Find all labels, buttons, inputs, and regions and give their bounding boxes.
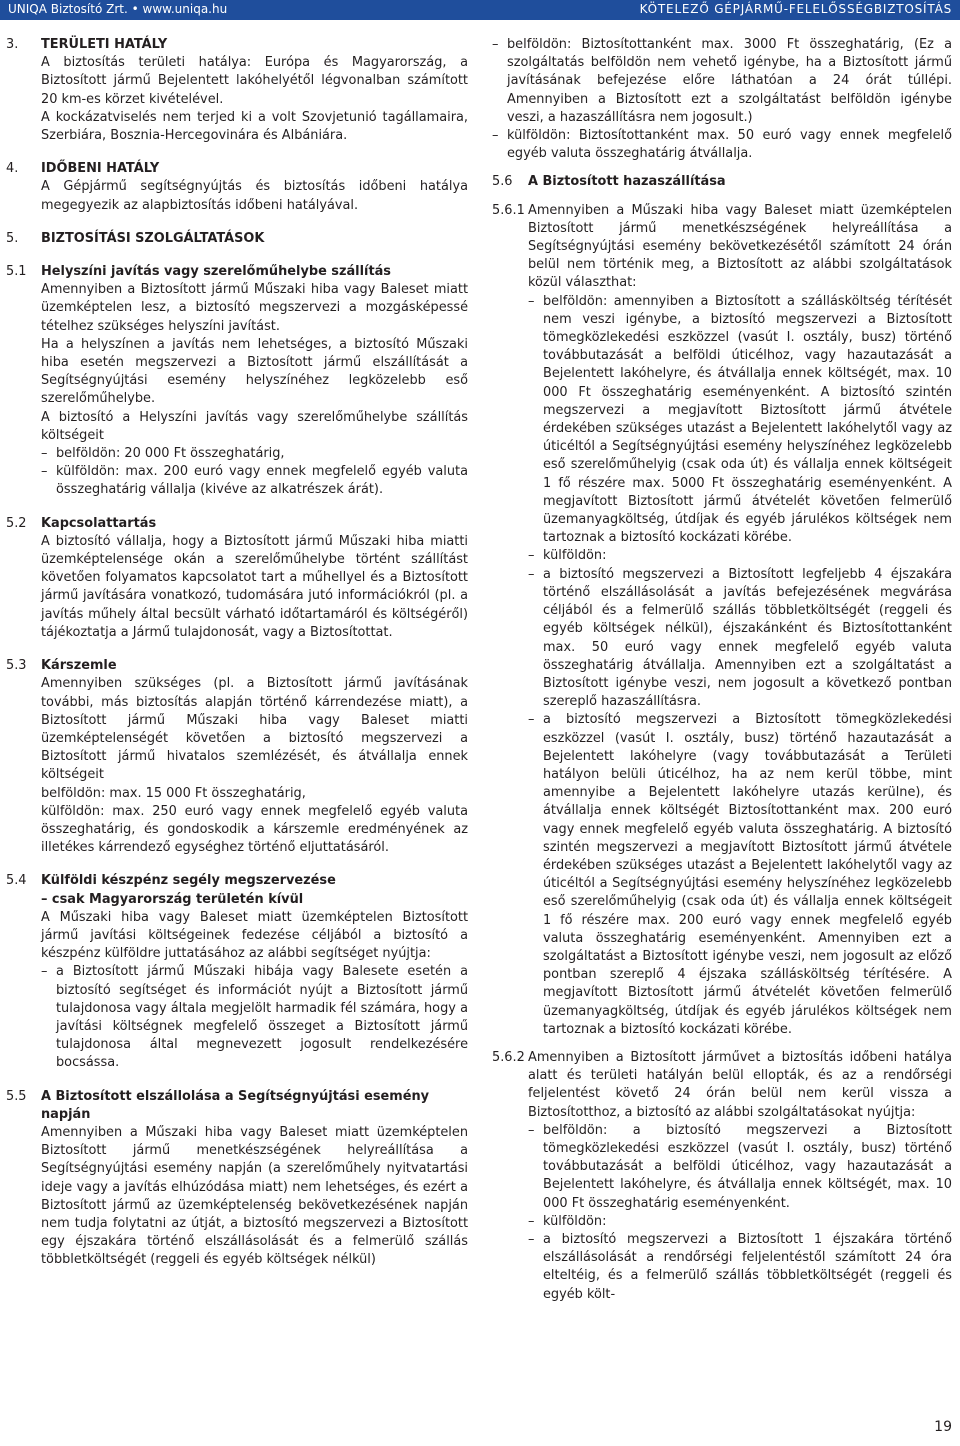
section-number: 4. [6, 161, 19, 177]
section-title: A Biztosított elszállolása a Segítségnyújtási esemény napján [41, 1088, 430, 1122]
section-number: 5.2 [6, 515, 27, 531]
paragraph: A Műszaki hiba vagy Baleset miatt üzemképtelen Biztosított jármű javítási költségeinek fedezése céljából a biztosító a készpénz külföldre juttatásához az alábbi segítséget nyújtja: [41, 909, 468, 962]
header-document-title: KÖTELEZŐ GÉPJÁRMŰ-FELELŐSSÉGBIZTOSÍTÁS [639, 2, 952, 16]
section-5-6-2 [492, 1049, 952, 1304]
section-3 [6, 36, 468, 145]
header-publisher: UNIQA Biztosító Zrt. • www.uniqa.hu [8, 2, 228, 16]
list-item: – külföldön: Biztosítottanként max. 50 euró vagy ennek megfelelő egyéb valuta összeghatárig átvállalja. [492, 127, 952, 163]
list-item: – külföldön: [528, 1213, 952, 1231]
section-number: 5.3 [6, 658, 27, 674]
list-item: – belföldön: 20 000 Ft összeghatárig, [41, 445, 468, 463]
section-title: Kárszemle [41, 658, 117, 674]
list-item: – belföldön: Biztosítottanként max. 3000 Ft összeghatárig, (Ez a szolgáltatás belföldön nem vehető igénybe, ha a Biztosított jármű javításának befejezése előre láthatóan a 24 órát túllépi. Amennyiben a Biztosított ezt a szolgáltatást belföldön igénybe veszi, a hazaszállításra nem jogosult.) [492, 36, 952, 127]
section-title: IDŐBENI HATÁLY [41, 161, 160, 177]
list-item: – a biztosító megszervezi a Biztosított 1 éjszakára történő elszállásolását a rendőrségi feljelentéstől számított 24 óra elteltéig, és a felmerülő szállás többletköltségét (reggeli és egyéb költ- [528, 1231, 952, 1304]
section-number: 5.5 [6, 1088, 27, 1104]
section-number: 3. [6, 37, 19, 52]
paragraph: Amennyiben a Műszaki hiba vagy Baleset miatt üzemképtelen Biztosított jármű menetkészségének helyreállítása a Segítségnyújtási esemény bekövetkezésétől számított 24 órán belül nem történik meg, a Biztosított az alábbi szolgáltatások közül választhat: [528, 202, 952, 291]
section-title: Helyszíni javítás vagy szerelőműhelybe szállítás [41, 264, 391, 280]
left-column [6, 36, 468, 1270]
section-5-6 [492, 173, 952, 191]
paragraph: A kockázatviselés nem terjed ki a volt Szovjetunió tagállamaira, Szerbiára, Bosznia-Hercegovinára és Albániára. [41, 109, 468, 144]
paragraph: A biztosító vállalja, hogy a Biztosított jármű Műszaki hiba miatti üzemképtelensége okán a szerelőműhelybe történt szállítást követően folyamatos kapcsolatot tart a műhellyel és a Biztosított jármű javítására vonatkozó, tudomására jutó információkról (pl. a javítás műhely által becsült várható időtartamáról és költségéről) tájékoztatja a Jármű tulajdonosát, vagy a Biztosítottat. [41, 533, 468, 640]
list-item: – a biztosító megszervezi a Biztosított legfeljebb 4 éjszakára történő elszállásolását a javítás befejezésének megvárása céljából és a felmerülő szállás többletköltségét (reggeli és egyéb költségek nélkül), éjszakánként és Biztosítottanként max. 50 euró vagy ennek megfelelő egyéb valuta összeghatárig átvállalja. Amennyiben ezt a szolgáltatást a Biztosított igénybe veszi, nem jogosult a következő pontban szereplő hazaszállításra. [528, 566, 952, 712]
section-title: Külföldi készpénz segély megszervezése [41, 873, 336, 889]
section-number: 5.1 [6, 264, 27, 280]
list-item: – belföldön: amennyiben a Biztosított a szállásköltség térítését nem veszi igénybe, a biztosító megszervezi a Biztosított tömegközlekedési eszközzel (vasút I. osztály, busz) történő továbbutazását a belföldi úticélhoz, vagy hazautazását a Bejelentett lakóhelyre, és átvállalja ennek költségét, max. 10 000 Ft összeghatárig eseményenként. A biztosító szintén megszervezi a megjavított Biztosított jármű átvétele érdekében szükséges utazást a Bejelentett lakóhelytől vagy az úticéltól a Segítségnyújtási esemény helyszínéhez legközelebb eső szerelőműhelyig (csak oda út) és vállalja ennek költségeit 1 fő részére max. 5000 Ft összeghatárig eseményenként. A megjavított Biztosított jármű átvételét követően felmerülő üzemanyagköltség, útdíjak és egyéb járulékos költségek nem tartoznak a biztosító kockázati körébe. [528, 293, 952, 548]
section-5-1 [6, 263, 468, 500]
list-item: – külföldön: [528, 547, 952, 565]
section-number: 5.6.2 [492, 1049, 525, 1065]
paragraph: Ha a helyszínen a javítás nem lehetséges, a biztosító Műszaki hiba esetén megszervezi a Biztosított jármű elszállítását a Segítségnyújtási esemény helyszínéhez legközelebb eső szerelőműhelybe. [41, 336, 468, 407]
section-5-6-1 [492, 202, 952, 1039]
paragraph: A Gépjármű segítségnyújtás és biztosítás időbeni hatálya megegyezik az alapbiztosítás időbeni hatályával. [41, 179, 468, 213]
paragraph: Amennyiben a Műszaki hiba vagy Baleset miatt üzemképtelen Biztosított jármű menetkészségének helyreállítása a Segítségnyújtási esemény napján (a szerelőműhely nyitvatartási ideje vagy a javítás elhúzódása miatt) nem lehetséges, és ezért a Biztosított jármű az üzemképtelenség bekövetkezésének napján nem tudja folytatni az útját, a biztosító megszervezi a Biztosított egy éjszakára történő elszállásolását és a felmerülő szállás többletköltségét (reggeli és egyéb költségek nélkül) [41, 1124, 468, 1268]
section-5-3 [6, 657, 468, 857]
section-number: 5.6.1 [492, 202, 525, 218]
paragraph: Amennyiben szükséges (pl. a Biztosított jármű javításának további, más biztosítás alapján történő kárrendezése miatt), a Biztosított jármű Műszaki hiba vagy Baleset miatti üzemképtelenségét követően a biztosító megszervezi a Biztosított jármű hivatalos szemlézését, és átvállalja ennek költségeit [41, 676, 468, 783]
section-5-5 [6, 1088, 468, 1270]
paragraph: A biztosító a Helyszíni javítás vagy szerelőműhelybe szállítás költségeit [41, 409, 468, 443]
right-column [492, 36, 952, 1304]
paragraph: Amennyiben a Biztosított jármű Műszaki hiba vagy Baleset miatt üzemképtelen lesz, a biztosító megszervezi a mozgásképessé tételhez szükséges helyszíni javítást. [41, 282, 468, 334]
section-title: Kapcsolattartás [41, 515, 157, 531]
list-item: – a Biztosított jármű Műszaki hibája vagy Balesete esetén a biztosító segítséget és információt nyújt a Biztosított jármű tulajdonosa vagy általa megjelölt harmadik fél számára, hogy a javítási költségnek megfelelő összeget a Biztosított jármű tulajdonosa által megnevezett jogosult rendelkezésére bocsássa. [41, 963, 468, 1072]
section-5-2 [6, 515, 468, 642]
section-number: 5. [6, 230, 19, 246]
paragraph: A biztosítás területi hatálya: Európa és Magyarország, a Biztosított jármű Bejelentett lakóhelyétől légvonalban számított 20 km-es körzet kivételével. [41, 55, 468, 107]
list-item: – külföldön: max. 200 euró vagy ennek megfelelő egyéb valuta összeghatárig vállalja (kivéve az alkatrészek árát). [41, 463, 468, 499]
page-number: 19 [934, 1419, 952, 1435]
section-title: BIZTOSÍTÁSI SZOLGÁLTATÁSOK [41, 230, 265, 246]
section-4 [6, 160, 468, 215]
section-5-4 [6, 872, 468, 1072]
section-number: 5.6 [492, 174, 513, 190]
section-title: A Biztosított hazaszállítása [528, 174, 726, 190]
section-title: TERÜLETI HATÁLY [41, 37, 168, 52]
paragraph: Amennyiben a Biztosított járművet a biztosítás időbeni hatálya alatt és területi hatályán belül ellopták, és az a rendőrségi feljelentést követő 24 órán belül nem kerül vissza a Biztosítotthoz, a biztosító az alábbi szolgáltatásokat nyújtja: [528, 1049, 952, 1120]
list-item: – belföldön: a biztosító megszervezi a Biztosított tömegközlekedési eszközzel (vasút I. osztály, busz) történő továbbutazását a belföldi úticélhoz, vagy hazautazását a Bejelentett lakóhelyre, és átvállalja ennek költségét, max. 10 000 Ft összeghatárig eseményenként. [528, 1122, 952, 1213]
paragraph: belföldön: max. 15 000 Ft összeghatárig, [41, 785, 306, 801]
page-header [0, 0, 960, 20]
paragraph: külföldön: max. 250 euró vagy ennek megfelelő egyéb valuta összeghatárig, és gondoskodik a kárszemle eredményének az illetékes kárrendező egységhez történő eljuttatásáról. [41, 803, 468, 856]
section-number: 5.4 [6, 873, 27, 889]
section-5 [6, 230, 468, 248]
section-subtitle: – csak Magyarország területén kívül [41, 891, 304, 907]
list-item: – a biztosító megszervezi a Biztosított tömegközlekedési eszközzel (vasút I. osztály, busz) történő hazautazását a Bejelentett lakóhelyre (vagy továbbutazását a Területi hatályon belüli úticélhoz, ha az nem kerül többe, mint amennyibe a Bejelentett lakóhelyre utazás kerülne), és átvállalja ennek költségét Biztosítottanként max. 200 euró vagy ennek megfelelő egyéb valuta összeghatárig. A biztosító szintén megszervezi a megjavított Biztosított jármű átvétele érdekében szükséges utazást a Bejelentett lakóhelytől vagy az úticéltól a Segítségnyújtási esemény helyszínéhez legközelebb eső szerelőműhelyig (csak oda út) és vállalja ennek költségeit 1 fő részére max. 200 euró vagy ennek megfelelő egyéb valuta összeghatárig eseményenként. Amennyiben ezt a szolgáltatást a Biztosított igénybe veszi, nem jogosult az előző pontban szereplő 4 éjszaka szállásköltség térítésére. A megjavított Biztosított jármű átvételét követően felmerülő üzemanyagköltség, útdíjak és egyéb járulékos költségek nem tartoznak a biztosító kockázati körébe. [528, 711, 952, 1039]
